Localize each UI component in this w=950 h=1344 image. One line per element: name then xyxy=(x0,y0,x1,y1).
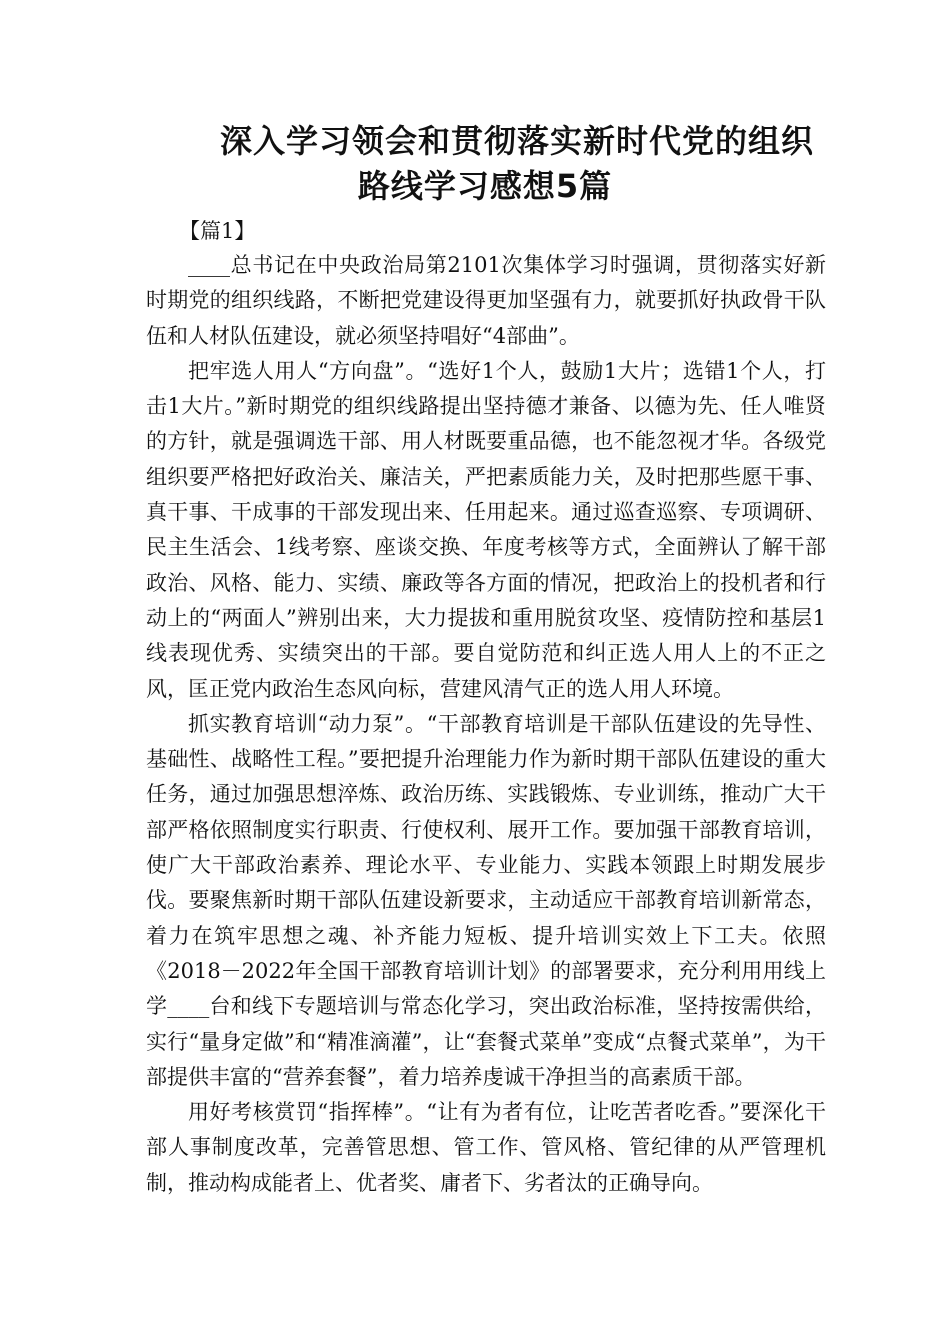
document-body xyxy=(146,248,826,1201)
paragraph-1: ____总书记在中央政治局第2101次集体学习时强调，贯彻落实好新时期党的组织线路，不断把党建设得更加坚强有力，就要抓好执政骨干队伍和人材队伍建设，就必须坚持唱好“4部曲”。 xyxy=(146,253,826,348)
paragraph-2: 把牢选人用人“方向盘”。“选好1个人，鼓励1大片；选错1个人，打击1大片。”新时期党的组织线路提出坚持德才兼备、以德为先、任人唯贤的方针，就是强调选干部、用人材既要重品德，也不能忽视才华。各级党组织要严格把好政治关、廉洁关，严把素质能力关，及时把那些愿干事、真干事、干成事的干部发现出来、任用起来。通过巡查巡察、专项调研、民主生活会、1线考察、座谈交换、年度考核等方式，全面辨认了解干部政治、风格、能力、实绩、廉政等各方面的情况，把政治上的投机者和行动上的“两面人”辨别出来，大力提拔和重用脱贫攻坚、疫情防控和基层1线表现优秀、实绩突出的干部。要自觉防范和纠正选人用人上的不正之风，匡正党内政治生态风向标，营建风清气正的选人用人环境。 xyxy=(146,358,826,701)
document-title-line-1: 深入学习领会和贯彻落实新时代党的组织 xyxy=(220,122,815,160)
paragraph-4: 用好考核赏罚“指挥棒”。“让有为者有位，让吃苦者吃香。”要深化干部人事制度改革，完善管思想、管工作、管风格、管纪律的从严管理机制，推动构成能者上、优者奖、庸者下、劣者汰的正确导向。 xyxy=(146,1100,826,1195)
paragraph-3: 抓实教育培训“动力泵”。“干部教育培训是干部队伍建设的先导性、基础性、战略性工程。”要把提升治理能力作为新时期干部队伍建设的重大任务，通过加强思想淬炼、政治历练、实践锻炼、专业训练，推动广大干部严格依照制度实行职责、行使权利、展开工作。要加强干部教育培训，使广大干部政治素养、理论水平、专业能力、实践本领跟上时期发展步伐。要聚焦新时期干部队伍建设新要求，主动适应干部教育培训新常态，着力在筑牢思想之魂、补齐能力短板、提升培训实效上下工夫。依照《2018－2022年全国干部教育培训计划》的部署要求，充分利用用线上学____台和线下专题培训与常态化学习，突出政治标准，坚持按需供给，实行“量身定做”和“精准滴灌”，让“套餐式菜单”变成“点餐式菜单”，为干部提供丰富的“营养套餐”，着力培养虔诚干净担当的高素质干部。 xyxy=(146,711,826,1089)
document-title-line-2: 路线学习感想5篇 xyxy=(357,167,613,205)
section-marker: 【篇1】 xyxy=(179,219,256,243)
